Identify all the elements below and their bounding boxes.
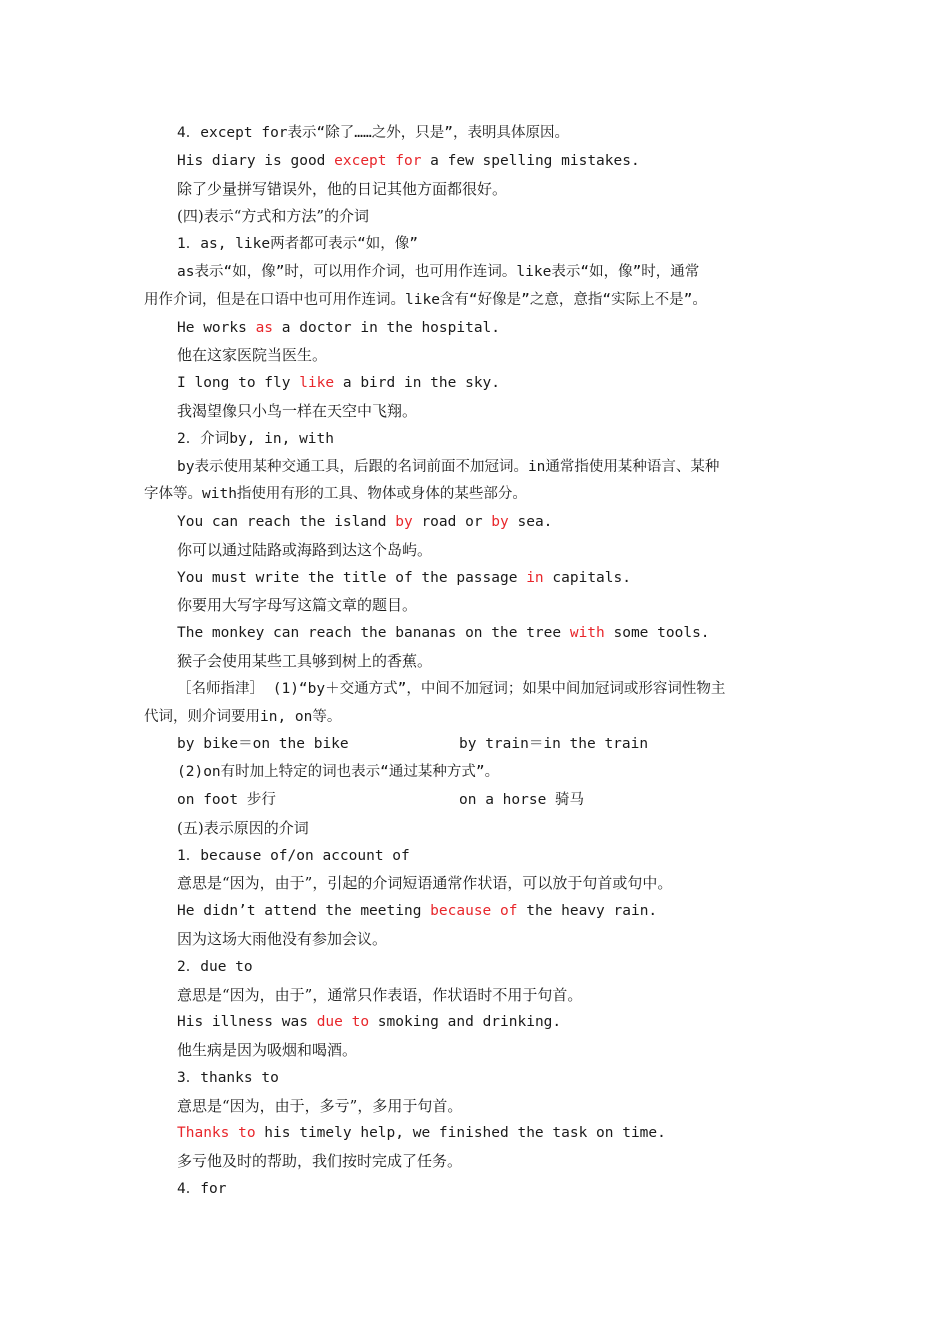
section-heading: (五)表示原因的介词: [177, 819, 309, 837]
paragraph-line: 字体等。with指使用有形的工具、物体或身体的某些部分。: [144, 486, 527, 502]
item-heading: 2．due to: [177, 959, 253, 975]
item-except-for-heading: 4．except for表示“除了……之外，只是”，表明具体原因。: [177, 125, 569, 141]
example-sentence: [177, 568, 631, 588]
highlight-phrase: because of: [430, 903, 518, 919]
translation: 我渴望像只小鸟一样在天空中飞翔。: [177, 402, 418, 420]
example-pair: [177, 790, 777, 810]
example-sentence: [177, 151, 640, 171]
example-text: He works: [177, 320, 256, 336]
example-sentence: [177, 1123, 666, 1143]
item-heading: 1．because of/on account of: [177, 848, 410, 864]
example-left: on foot 步行: [177, 792, 276, 808]
translation: 他生病是因为吸烟和喝酒。: [177, 1041, 358, 1059]
item-heading: 4．for: [177, 1181, 227, 1197]
example-pair: [177, 734, 777, 754]
translation: 猴子会使用某些工具够到树上的香蕉。: [177, 652, 433, 670]
translation: 因为这场大雨他没有参加会议。: [177, 930, 388, 948]
teacher-tip: ［名师指津］ (1)“by＋交通方式”，中间不加冠词；如果中间加冠词或形容词性物主: [177, 681, 726, 697]
example-text: You must write the title of the passage: [177, 570, 527, 586]
example-text: his timely help, we finished the task on time.: [255, 1125, 666, 1141]
example-text: some tools.: [604, 625, 710, 641]
example-sentence: [177, 901, 657, 921]
paragraph-line: as表示“如，像”时，可以用作介词，也可用作连词。like表示“如，像”时，通常: [177, 264, 700, 280]
example-text: smoking and drinking.: [369, 1014, 562, 1030]
paragraph-line: 用作介词，但是在口语中也可用作连词。like含有“好像是”之意，意指“实际上不是”。: [144, 292, 707, 308]
highlight-phrase: by: [491, 514, 509, 530]
example-left: by bike＝on the bike: [177, 736, 349, 752]
example-text: His illness was: [177, 1014, 317, 1030]
paragraph-line: 意思是“因为，由于”，引起的介词短语通常作状语，可以放于句首或句中。: [177, 874, 673, 892]
example-text: I long to fly: [177, 375, 300, 391]
item-heading: 3．thanks to: [177, 1070, 279, 1086]
highlight-phrase: except for: [334, 153, 422, 169]
example-text: capitals.: [543, 570, 631, 586]
highlight-phrase: with: [569, 625, 605, 641]
example-text: a doctor in the hospital.: [273, 320, 501, 336]
item-heading: 2．介词by, in, with: [177, 431, 334, 447]
example-sentence: [177, 512, 552, 532]
example-right: on a horse 骑马: [459, 792, 585, 808]
example-text: He didn’t attend the meeting: [177, 903, 431, 919]
translation: 多亏他及时的帮助，我们按时完成了任务。: [177, 1152, 463, 1170]
translation: 你要用大写字母写这篇文章的题目。: [177, 596, 418, 614]
example-text: the heavy rain.: [517, 903, 658, 919]
item-heading: 1．as, like两者都可表示“如，像”: [177, 236, 419, 252]
example-text: The monkey can reach the bananas on the tree: [177, 625, 570, 641]
example-sentence: [177, 1012, 561, 1032]
teacher-tip-continued: 代词，则介词要用in, on等。: [144, 709, 342, 725]
example-text: road or: [412, 514, 492, 530]
example-text: a bird in the sky.: [334, 375, 501, 391]
highlight-phrase: like: [299, 375, 335, 391]
example-text: His diary is good: [177, 153, 335, 169]
paragraph-line: 意思是“因为，由于”，通常只作表语，作状语时不用于句首。: [177, 986, 583, 1004]
highlight-phrase: in: [526, 570, 544, 586]
translation: 你可以通过陆路或海路到达这个岛屿。: [177, 541, 433, 559]
highlight-phrase: Thanks to: [177, 1125, 256, 1141]
highlight-phrase: as: [255, 320, 274, 336]
section-heading: (四)表示“方式和方法”的介词: [177, 207, 370, 225]
paragraph-line: 意思是“因为，由于，多亏”，多用于句首。: [177, 1097, 463, 1115]
example-text: a few spelling mistakes.: [421, 153, 640, 169]
translation: 除了少量拼写错误外，他的日记其他方面都很好。: [177, 180, 508, 198]
example-sentence: [177, 318, 500, 338]
highlight-phrase: by: [395, 514, 413, 530]
example-sentence: [177, 623, 710, 643]
highlight-phrase: due to: [316, 1014, 370, 1030]
translation: 他在这家医院当医生。: [177, 346, 328, 364]
example-sentence: [177, 373, 500, 393]
paragraph-line: by表示使用某种交通工具，后跟的名词前面不加冠词。in通常指使用某种语言、某种: [177, 459, 720, 475]
tip-item: (2)on有时加上特定的词也表示“通过某种方式”。: [177, 764, 500, 780]
example-text: You can reach the island: [177, 514, 396, 530]
example-right: by train＝in the train: [459, 736, 649, 752]
example-text: sea.: [508, 514, 553, 530]
